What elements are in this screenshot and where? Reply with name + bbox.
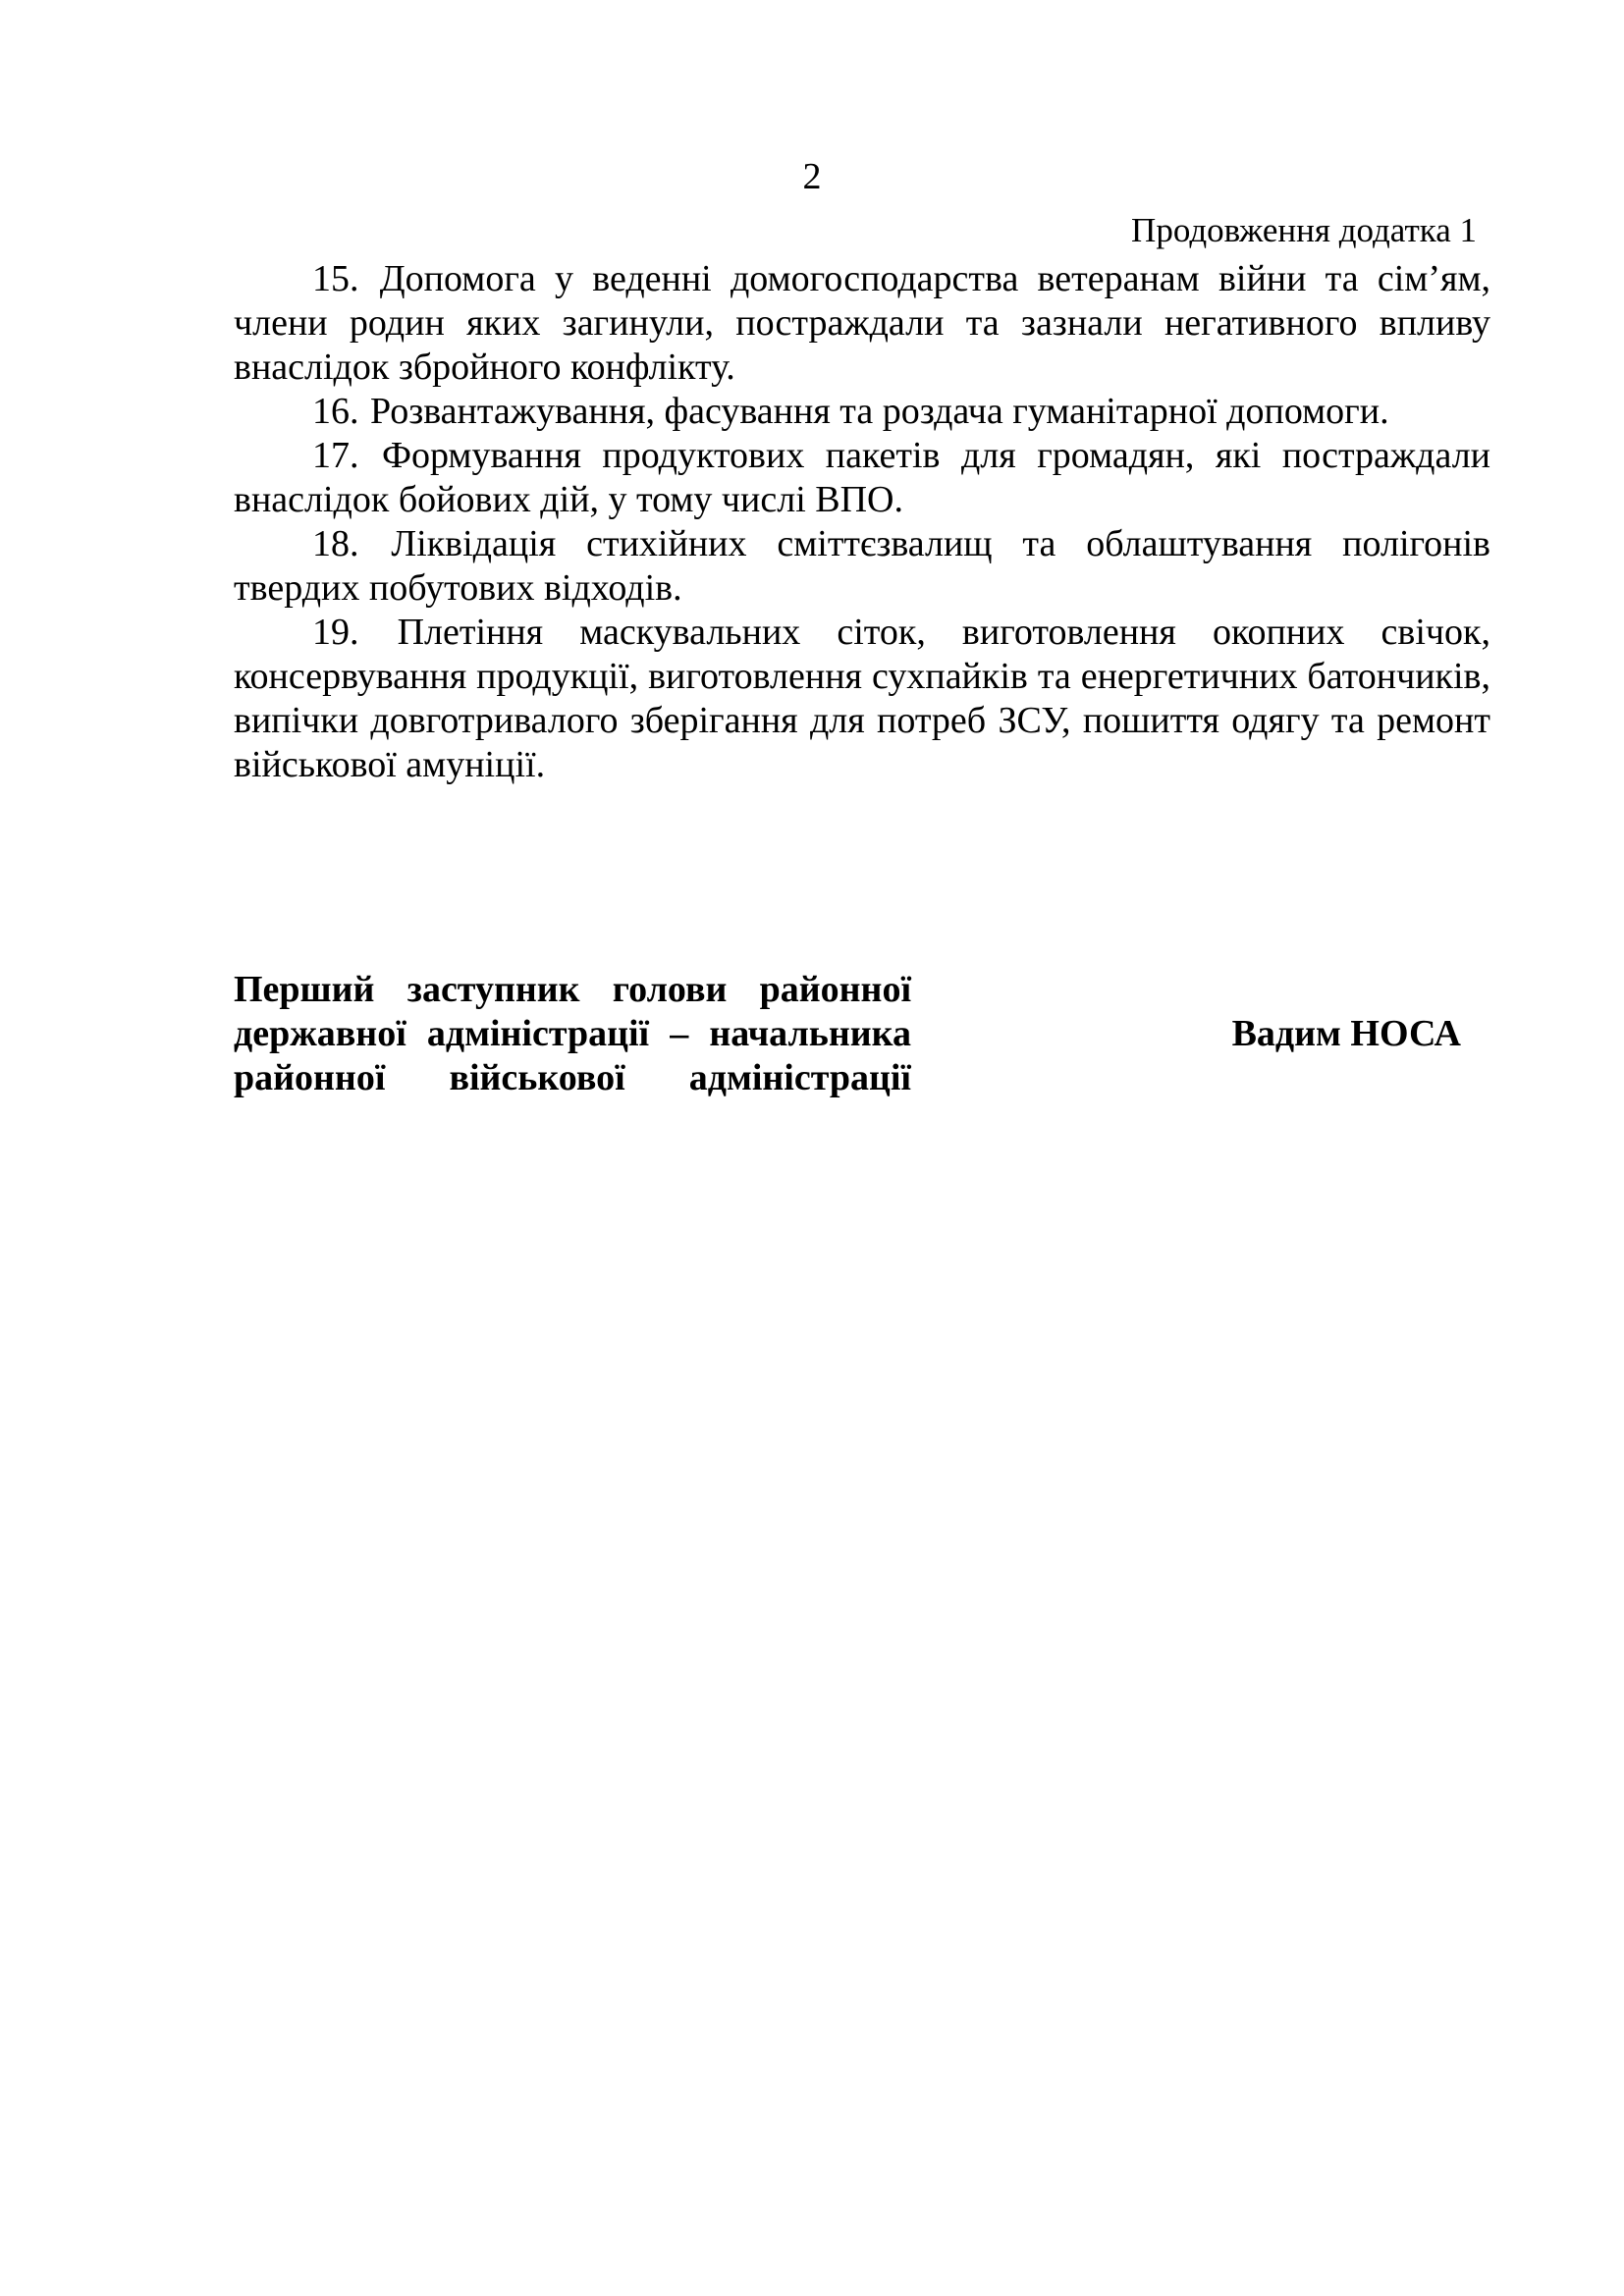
- list-item-number: 15.: [312, 258, 359, 299]
- signature-block: [234, 968, 1490, 1100]
- list-item-text: Плетіння маскувальних сіток, виготовлення окопних свічок, консервування продукції, виготовлення сухпайків та енергетичних батончиків, випічки довготривалого зберігання для потреб ЗСУ, пошиття одягу та ремонт військової амуніції.: [234, 612, 1490, 785]
- list-item-number: 16.: [312, 391, 359, 432]
- page-number: 2: [802, 156, 822, 197]
- signatory-position-line: державної адміністрації – начальника: [234, 1013, 911, 1054]
- list-item-text: Розвантажування, фасування та роздача гуманітарної допомоги.: [370, 391, 1389, 432]
- list-item-text: Формування продуктових пакетів для громадян, які постраждали внаслідок бойових дій, у тому числі ВПО.: [234, 435, 1491, 520]
- signatory-position-line: районної військової адміністрації: [234, 1057, 911, 1098]
- list-item: [234, 611, 1490, 787]
- list-item-text: Допомога у веденні домогосподарства ветеранам війни та сім’ям, члени родин яких загинули, постраждали та зазнали негативного впливу внаслідок збройного конфлікту.: [234, 258, 1490, 388]
- signatory-position-line: Перший заступник голови районної: [234, 969, 911, 1010]
- list-item-number: 18.: [312, 523, 359, 564]
- list-item-number: 19.: [312, 612, 359, 653]
- list-item: [234, 257, 1490, 390]
- work-list: [234, 257, 1490, 787]
- list-item: [234, 522, 1490, 611]
- list-item-number: 17.: [312, 435, 359, 476]
- list-item: [234, 434, 1490, 522]
- signatory-name: Вадим НОСА: [1231, 1013, 1461, 1054]
- list-item-text: Ліквідація стихійних сміттєзвалищ та облаштування полігонів твердих побутових відходів.: [234, 523, 1490, 609]
- signatory-position: [234, 968, 911, 1100]
- appendix-continuation-label: Продовження додатка 1: [1131, 211, 1477, 249]
- list-item: [234, 390, 1490, 434]
